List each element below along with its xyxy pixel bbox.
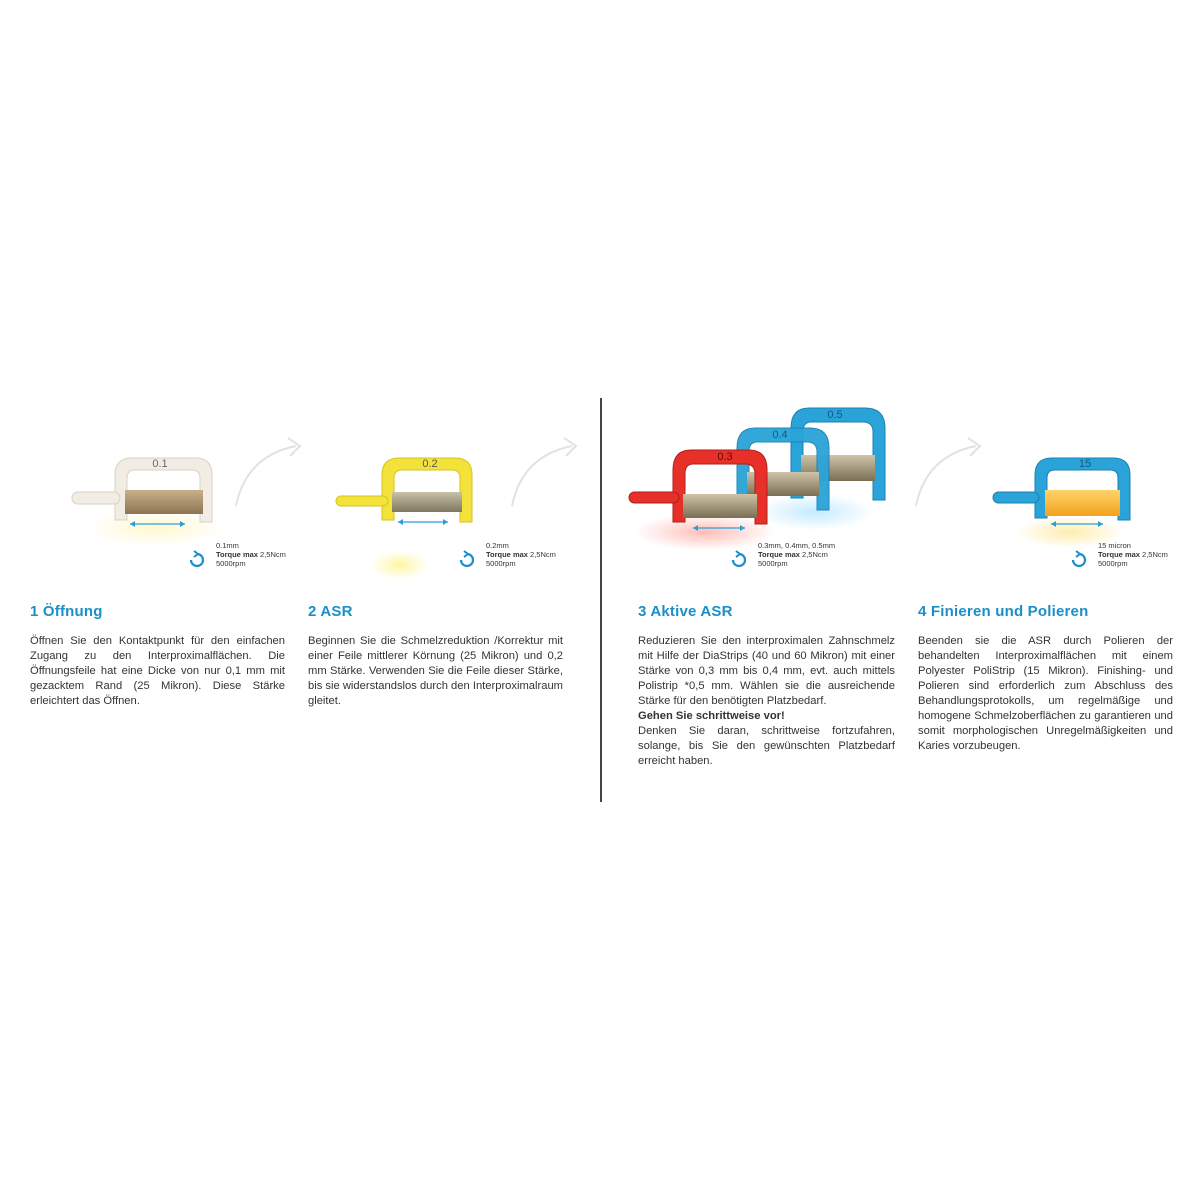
tool-label: 0.4 xyxy=(772,429,788,441)
thickness-value: 0.2mm xyxy=(486,541,509,550)
asr-file-tool-image xyxy=(330,440,510,580)
step-title: 2 ASR xyxy=(308,603,353,620)
step-text: Beenden sie die ASR durch Polieren der behandelten Interproximalflächen mit einem Polyester PoliStrip (15 Mikron). Finishing- und Polieren sind erforderlich zum Abschluss des Behandlungsprotokolls, um regelmäßige und homogene Schmelzoberflächen zu garantieren und somit morphologischen Unregelmäßigkeiten und Karies vorzubeugen. xyxy=(918,635,1173,752)
step-description xyxy=(918,634,1173,754)
torque-value: 2,5Ncm xyxy=(802,550,828,559)
step-title: 4 Finieren und Polieren xyxy=(918,603,1089,620)
torque-label: Torque max xyxy=(758,550,800,559)
rotation-icon xyxy=(1068,549,1090,571)
speed-value: 5000rpm xyxy=(216,559,246,568)
rotation-icon xyxy=(456,549,478,571)
thickness-value: 0.1mm xyxy=(216,541,239,550)
torque-value: 2,5Ncm xyxy=(530,550,556,559)
next-step-arrow xyxy=(912,428,984,508)
step-text: Öffnen Sie den Kontaktpunkt für den einfachen Zugang zu den Interproximalflächen. Die Öffnungsfeile hat eine Dicke von nur 0,1 mm mit gezacktem Rand (25 Mikron). Diese Stärke erleichtert das Öffnen. xyxy=(30,635,285,707)
torque-value: 2,5Ncm xyxy=(260,550,286,559)
tool-spec xyxy=(486,541,556,568)
step-emphasis: Gehen Sie schrittweise vor! xyxy=(638,710,785,722)
speed-value: 5000rpm xyxy=(758,559,788,568)
step-description xyxy=(308,634,563,709)
rotation-icon xyxy=(728,549,750,571)
torque-label: Torque max xyxy=(486,550,528,559)
tool-spec xyxy=(216,541,286,568)
step-text: Beginnen Sie die Schmelzreduktion /Korrektur mit einer Feile mittlerer Körnung (25 Mikron) und 0,2 mm Stärke. Verwenden Sie die Feile dieser Stärke, bis sie widerstandslos durch den Interproximalraum gleitet. xyxy=(308,635,563,707)
thickness-value: 0.3mm, 0.4mm, 0.5mm xyxy=(758,541,836,550)
speed-value: 5000rpm xyxy=(486,559,516,568)
torque-value: 2,5Ncm xyxy=(1142,550,1168,559)
tool-label: 0.2 xyxy=(422,458,438,470)
tool-label: 15 xyxy=(1078,458,1092,470)
torque-label: Torque max xyxy=(216,550,258,559)
tool-label: 0.1 xyxy=(152,458,168,470)
tool-label: 0.5 xyxy=(827,409,843,421)
tool-spec xyxy=(1098,541,1168,568)
rotation-icon xyxy=(186,549,208,571)
step-text: Reduzieren Sie den interproximalen Zahnschmelz mit Hilfe der DiaStrips (40 und 60 Mikron) mit einer Stärke von 0,3 mm bis 0,4 mm, evt. auch mittels Polistrip *0,5 mm. Wählen sie die ausreichende Stärke für den benötigten Platzbedarf. xyxy=(638,635,895,707)
torque-label: Torque max xyxy=(1098,550,1140,559)
step-description xyxy=(30,634,285,709)
next-step-arrow xyxy=(232,428,304,508)
opening-file-tool-image xyxy=(60,440,240,560)
step-text-continued: Denken Sie daran, schrittweise fortzufahren, solange, bis Sie den gewünschten Platzbedarf erreicht haben. xyxy=(638,725,895,767)
step-description xyxy=(638,634,895,769)
active-asr-files-tool-image xyxy=(625,400,890,560)
speed-value: 5000rpm xyxy=(1098,559,1128,568)
tool-label: 0.3 xyxy=(717,451,733,463)
tool-spec xyxy=(758,541,835,568)
section-divider xyxy=(600,398,602,802)
step-title: 1 Öffnung xyxy=(30,603,103,620)
step-title: 3 Aktive ASR xyxy=(638,603,733,620)
thickness-value: 15 micron xyxy=(1098,541,1131,550)
next-step-arrow xyxy=(508,428,580,508)
